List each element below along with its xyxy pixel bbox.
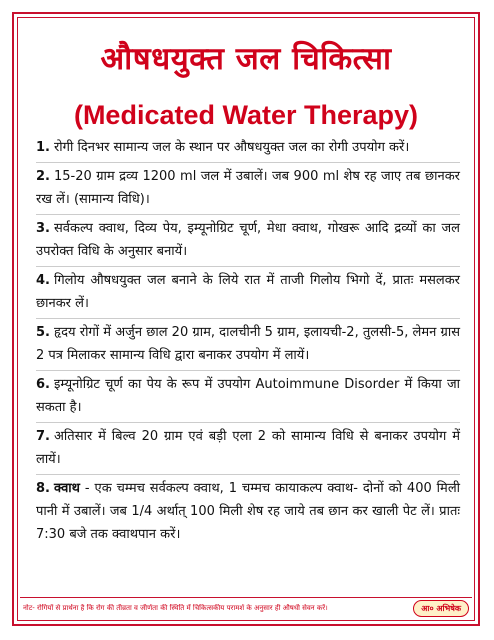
list-item	[36, 267, 460, 319]
list-item	[36, 371, 460, 423]
list-item	[36, 423, 460, 475]
item-number: 4.	[36, 273, 50, 288]
list-item	[36, 215, 460, 267]
item-number: 8.	[36, 481, 50, 496]
title-hindi: औषधयुक्त जल चिकित्सा	[100, 41, 392, 77]
item-keyword: क्वाथ	[53, 481, 80, 496]
footer	[20, 597, 472, 618]
item-text: इम्यूनोग्रिट चूर्ण का पेय के रूप में उपयोग Autoimmune Disorder में किया जा सकता है।	[36, 377, 460, 415]
item-number: 5.	[36, 325, 50, 340]
item-number: 6.	[36, 377, 50, 392]
author-badge: आ० अभिषेक	[413, 600, 469, 617]
item-number: 1.	[36, 140, 50, 155]
item-number: 7.	[36, 429, 50, 444]
item-text: हृदय रोगों में अर्जुन छाल 20 ग्राम, दालचीनी 5 ग्राम, इलायची-2, तुलसी-5, लेमन ग्रास 2 पत्र मिलाकर सामान्य विधि द्वारा बनाकर उपयोग में लायें।	[36, 325, 460, 363]
list-item	[36, 319, 460, 371]
list-item	[36, 163, 460, 215]
footer-note: नोट- रोगियों से प्रार्थना है कि रोग की तीव्रता व जीर्णता की स्थिति में चिकित्सकीय परामर्श के अनुसार ही औषधी सेवन करें।	[23, 603, 328, 612]
item-text: सर्वकल्प क्वाथ, दिव्य पेय, इम्यूनोग्रिट चूर्ण, मेधा क्वाथ, गोखरू आदि द्रव्यों का जल उपरोक्त विधि के अनुसार बनायें।	[36, 221, 460, 259]
item-text: गिलोय औषधयुक्त जल बनाने के लिये रात में ताजी गिलोय भिगो दें, प्रातः मसलकर छानकर लें।	[36, 273, 460, 311]
list-item	[36, 475, 460, 549]
page-frame	[12, 12, 480, 626]
item-text: अतिसार में बिल्व 20 ग्राम एवं बड़ी एला 2 को सामान्य विधि से बनाकर उपयोग में लायें।	[36, 429, 460, 467]
item-text: - एक चम्मच सर्वकल्प क्वाथ, 1 चम्मच कायाकल्प क्वाथ- दोनों को 400 मिली पानी में उबालें। जब 1/4 अर्थात् 100 मिली शेष रह जाये तब छान कर खाली पेट लें। प्रातः 7:30 बजे तक क्वाथपान करें।	[36, 481, 460, 542]
item-number: 2.	[36, 169, 50, 184]
title-english: (Medicated Water Therapy)	[73, 100, 419, 130]
therapy-list	[36, 134, 460, 549]
list-item	[36, 134, 460, 163]
item-text: 15-20 ग्राम द्रव्य 1200 ml जल में उबालें। जब 900 ml शेष रह जाए तब छानकर रख लें। (सामान्य विधि)।	[36, 169, 460, 207]
item-number: 3.	[36, 221, 50, 236]
item-text: रोगी दिनभर सामान्य जल के स्थान पर औषधयुक्त जल का रोगी उपयोग करें।	[53, 140, 410, 155]
